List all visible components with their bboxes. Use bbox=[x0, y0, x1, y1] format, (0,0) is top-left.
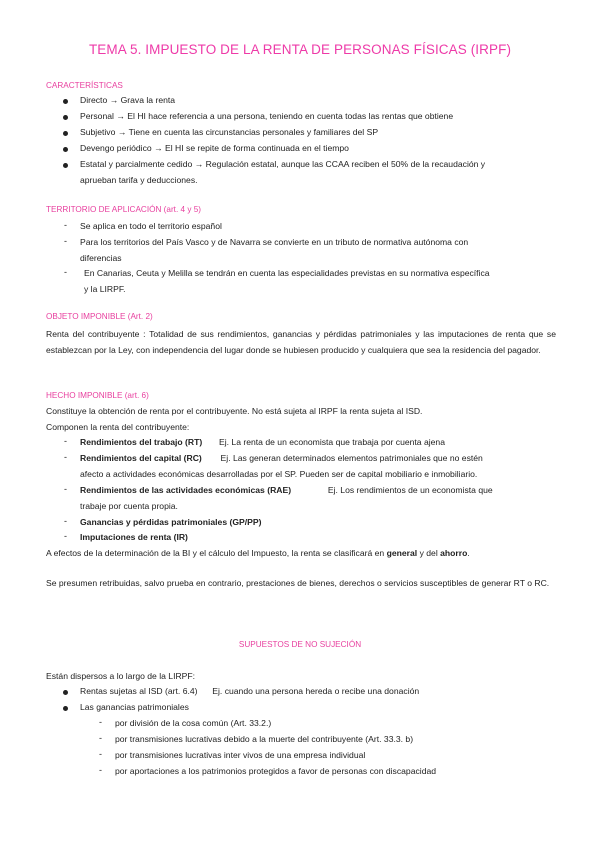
rt-example: Ej. La renta de un economista que trabaja por cuenta ajena bbox=[219, 437, 445, 447]
rc-example: Ej. Las generan determinados elementos patrimoniales que no estén bbox=[220, 453, 483, 463]
efectos-text: A efectos de la determinación de la BI y el cálculo del Impuesto, la renta se clasificará en bbox=[46, 548, 387, 558]
rae-label: Rendimientos de las actividades económicas (RAE) bbox=[80, 485, 292, 495]
dash-icon: - bbox=[99, 765, 102, 775]
list-item: Subjetivo → Tiene en cuenta las circunstancias personales y familiares del SP bbox=[80, 127, 379, 137]
bullet-icon bbox=[63, 163, 68, 168]
section-heading-territorio: TERRITORIO DE APLICACIÓN (art. 4 y 5) bbox=[46, 205, 201, 214]
sub-list-item: por división de la cosa común (Art. 33.2.) bbox=[115, 718, 272, 728]
rae-row bbox=[80, 484, 493, 496]
bullet-icon bbox=[63, 690, 68, 695]
ahorro-term: ahorro bbox=[440, 548, 468, 558]
page-title: TEMA 5. IMPUESTO DE LA RENTA DE PERSONAS FÍSICAS (IRPF) bbox=[88, 42, 512, 57]
list-item-continuation: diferencias bbox=[80, 253, 122, 263]
dash-icon: - bbox=[64, 220, 67, 230]
hecho-line-2: Componen la renta del contribuyente: bbox=[46, 422, 190, 432]
isd-label: Rentas sujetas al ISD (art. 6.4) bbox=[80, 686, 198, 696]
ganancias-item: Las ganancias patrimoniales bbox=[80, 702, 189, 712]
rc-label: Rendimientos del capital (RC) bbox=[80, 453, 202, 463]
rae-example-continuation: trabaje por cuenta propia. bbox=[80, 501, 178, 511]
bullet-icon bbox=[63, 706, 68, 711]
objeto-paragraph: Renta del contribuyente : Totalidad de sus rendimientos, ganancias y pérdidas patrimoniales y las imputaciones de renta que se establezcan por la Ley, con independencia del lugar donde se hubiesen producido y cualquiera que sea la residencia del pagador. bbox=[46, 329, 556, 355]
section-heading-no-sujecion: SUPUESTOS DE NO SUJECIÓN bbox=[238, 640, 362, 649]
list-item: Directo → Grava la renta bbox=[80, 95, 176, 105]
rt-label: Rendimientos del trabajo (RT) bbox=[80, 437, 203, 447]
rae-example: Ej. Los rendimientos de un economista que bbox=[327, 485, 493, 495]
dash-icon: - bbox=[99, 749, 102, 759]
efectos-end: . bbox=[467, 548, 470, 558]
dash-icon: - bbox=[99, 733, 102, 743]
list-item: Estatal y parcialmente cedido → Regulación estatal, aunque las CCAA reciben el 50% de la recaudación y bbox=[80, 159, 486, 169]
sub-list-item: por transmisiones lucrativas inter vivos de una empresa individual bbox=[115, 750, 366, 760]
list-item-continuation: y la LIRPF. bbox=[84, 284, 126, 294]
bullet-icon bbox=[63, 99, 68, 104]
isd-example: Ej. cuando una persona hereda o recibe una donación bbox=[212, 686, 420, 696]
rt-row bbox=[80, 436, 445, 448]
dash-icon: - bbox=[64, 516, 67, 526]
bullet-icon bbox=[63, 115, 68, 120]
list-item: Para los territorios del País Vasco y de Navarra se convierte en un tributo de normativa autónoma con bbox=[80, 237, 469, 247]
bullet-icon bbox=[63, 131, 68, 136]
sub-list-item: por transmisiones lucrativas debido a la muerte del contribuyente (Art. 33.3. b) bbox=[115, 734, 414, 744]
section-heading-hecho: HECHO IMPONIBLE (art. 6) bbox=[46, 391, 149, 400]
section-heading-objeto: OBJETO IMPONIBLE (Art. 2) bbox=[46, 312, 153, 321]
dash-icon: - bbox=[64, 484, 67, 494]
gp-row bbox=[80, 516, 261, 528]
isd-row bbox=[80, 685, 419, 697]
general-term: general bbox=[386, 548, 418, 558]
dash-icon: - bbox=[99, 717, 102, 727]
sub-list-item: por aportaciones a los patrimonios protegidos a favor de personas con discapacidad bbox=[115, 766, 437, 776]
presumen-paragraph: Se presumen retribuidas, salvo prueba en contrario, prestaciones de bienes, derechos o servicios susceptibles de generar RT o RC. bbox=[46, 578, 550, 588]
section-heading-caracteristicas: CARACTERÍSTICAS bbox=[46, 81, 123, 90]
dash-icon: - bbox=[64, 436, 67, 446]
ir-row bbox=[80, 531, 188, 543]
list-item: En Canarias, Ceuta y Melilla se tendrán en cuenta las especialidades previstas en su normativa específica bbox=[84, 268, 490, 278]
list-item: Personal → El HI hace referencia a una persona, teniendo en cuenta todas las rentas que obtiene bbox=[80, 111, 454, 121]
dash-icon: - bbox=[64, 236, 67, 246]
efectos-connector: y del bbox=[417, 548, 441, 558]
no-sujecion-intro: Están dispersos a lo largo de la LIRPF: bbox=[46, 671, 196, 681]
efectos-line bbox=[46, 547, 470, 559]
list-item-continuation: aprueban tarifa y deducciones. bbox=[80, 175, 198, 185]
rc-example-continuation: afecto a actividades económicas desarrolladas por el SP. Pueden ser de capital mobiliario e inmobiliario. bbox=[80, 469, 478, 479]
list-item: Se aplica en todo el territorio español bbox=[80, 221, 222, 231]
hecho-line-1: Constituye la obtención de renta por el contribuyente. No está sujeta al IRPF la renta sujeta al ISD. bbox=[46, 406, 423, 416]
bullet-icon bbox=[63, 147, 68, 152]
gp-label: Ganancias y pérdidas patrimoniales (GP/PP) bbox=[80, 517, 262, 527]
dash-icon: - bbox=[64, 531, 67, 541]
dash-icon: - bbox=[64, 267, 67, 277]
ir-label: Imputaciones de renta (IR) bbox=[80, 532, 188, 542]
rc-row bbox=[80, 452, 483, 464]
dash-icon: - bbox=[64, 452, 67, 462]
list-item: Devengo periódico → El HI se repite de forma continuada en el tiempo bbox=[80, 143, 349, 153]
